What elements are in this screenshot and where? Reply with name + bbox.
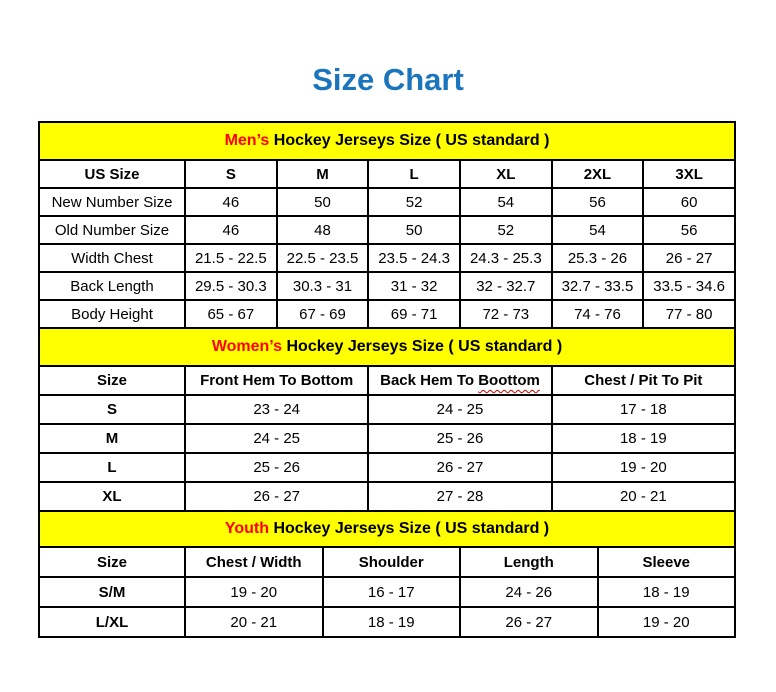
size-value-cell: 24 - 26	[460, 577, 598, 607]
row-label: Back Length	[39, 272, 185, 300]
column-header: Sleeve	[598, 547, 736, 577]
row-label: New Number Size	[39, 188, 185, 216]
table-row	[39, 272, 735, 300]
size-value-cell: 23.5 - 24.3	[368, 244, 460, 272]
column-header: Size	[39, 366, 185, 395]
size-value-cell: 18 - 19	[598, 577, 736, 607]
column-header: Chest / Pit To Pit	[552, 366, 735, 395]
size-value-cell: 69 - 71	[368, 300, 460, 328]
womens-section-band	[39, 328, 735, 366]
size-value-cell: 48	[277, 216, 369, 244]
size-value-cell: 50	[277, 188, 369, 216]
size-value-cell: 27 - 28	[368, 482, 551, 511]
row-label: Body Height	[39, 300, 185, 328]
size-value-cell: 26 - 27	[185, 482, 368, 511]
size-value-cell: 46	[185, 188, 277, 216]
size-value-cell: 25.3 - 26	[552, 244, 644, 272]
table-row	[39, 482, 735, 511]
row-label: M	[39, 424, 185, 453]
size-value-cell: 31 - 32	[368, 272, 460, 300]
size-value-cell: 19 - 20	[185, 577, 323, 607]
table-row	[39, 453, 735, 482]
size-value-cell: 54	[552, 216, 644, 244]
size-value-cell: 77 - 80	[643, 300, 735, 328]
table-row	[39, 216, 735, 244]
size-value-cell: 60	[643, 188, 735, 216]
column-header: XL	[460, 160, 552, 188]
size-value-cell: 52	[460, 216, 552, 244]
size-value-cell: 24 - 25	[185, 424, 368, 453]
size-value-cell: 16 - 17	[323, 577, 461, 607]
row-label: S	[39, 395, 185, 424]
size-value-cell: 56	[552, 188, 644, 216]
size-value-cell: 26 - 27	[368, 453, 551, 482]
size-value-cell: 32.7 - 33.5	[552, 272, 644, 300]
size-value-cell: 23 - 24	[185, 395, 368, 424]
row-label: XL	[39, 482, 185, 511]
size-value-cell: 19 - 20	[552, 453, 735, 482]
table-row	[39, 607, 735, 637]
womens-size-table	[38, 327, 736, 512]
size-value-cell: 26 - 27	[643, 244, 735, 272]
row-label: Width Chest	[39, 244, 185, 272]
size-value-cell: 22.5 - 23.5	[277, 244, 369, 272]
size-value-cell: 74 - 76	[552, 300, 644, 328]
size-value-cell: 72 - 73	[460, 300, 552, 328]
size-value-cell: 32 - 32.7	[460, 272, 552, 300]
row-label: L	[39, 453, 185, 482]
row-label: L/XL	[39, 607, 185, 637]
row-label: S/M	[39, 577, 185, 607]
size-value-cell: 56	[643, 216, 735, 244]
band-text: Hockey Jerseys Size ( US standard )	[269, 132, 550, 149]
table-row	[39, 244, 735, 272]
column-header: Size	[39, 547, 185, 577]
column-header: L	[368, 160, 460, 188]
size-value-cell: 25 - 26	[185, 453, 368, 482]
column-header: Chest / Width	[185, 547, 323, 577]
page-title: Size Chart	[312, 62, 464, 97]
column-header: 3XL	[643, 160, 735, 188]
size-value-cell: 52	[368, 188, 460, 216]
size-value-cell: 17 - 18	[552, 395, 735, 424]
size-value-cell: 46	[185, 216, 277, 244]
band-highlight: Women’s	[211, 338, 283, 355]
mens-section-band	[39, 122, 735, 160]
size-value-cell: 67 - 69	[277, 300, 369, 328]
column-header: Front Hem To Bottom	[185, 366, 368, 395]
size-value-cell: 20 - 21	[552, 482, 735, 511]
misspelled-word: Boottom	[478, 372, 540, 389]
table-row	[39, 424, 735, 453]
size-value-cell: 19 - 20	[598, 607, 736, 637]
column-header: US Size	[39, 160, 185, 188]
column-header: S	[185, 160, 277, 188]
column-header: M	[277, 160, 369, 188]
table-row	[39, 395, 735, 424]
size-value-cell: 25 - 26	[368, 424, 551, 453]
size-value-cell: 29.5 - 30.3	[185, 272, 277, 300]
size-value-cell: 50	[368, 216, 460, 244]
table-row	[39, 300, 735, 328]
table-row	[39, 577, 735, 607]
band-text: Hockey Jerseys Size ( US standard )	[282, 338, 563, 355]
table-row	[39, 188, 735, 216]
band-text: Hockey Jerseys Size ( US standard )	[269, 520, 550, 537]
size-value-cell: 20 - 21	[185, 607, 323, 637]
size-value-cell: 18 - 19	[323, 607, 461, 637]
band-highlight: Men’s	[224, 132, 270, 149]
youth-size-table	[38, 510, 736, 638]
size-value-cell: 24 - 25	[368, 395, 551, 424]
size-value-cell: 21.5 - 22.5	[185, 244, 277, 272]
mens-size-table	[38, 121, 736, 329]
size-value-cell: 30.3 - 31	[277, 272, 369, 300]
column-header: Back Hem To Boottom	[368, 366, 551, 395]
youth-section-band	[39, 511, 735, 547]
size-value-cell: 33.5 - 34.6	[643, 272, 735, 300]
size-value-cell: 65 - 67	[185, 300, 277, 328]
row-label: Old Number Size	[39, 216, 185, 244]
column-header: Shoulder	[323, 547, 461, 577]
column-header: Length	[460, 547, 598, 577]
column-header: 2XL	[552, 160, 644, 188]
size-value-cell: 54	[460, 188, 552, 216]
size-chart-tables	[38, 121, 738, 638]
size-value-cell: 26 - 27	[460, 607, 598, 637]
size-value-cell: 24.3 - 25.3	[460, 244, 552, 272]
band-highlight: Youth	[224, 520, 269, 537]
size-value-cell: 18 - 19	[552, 424, 735, 453]
